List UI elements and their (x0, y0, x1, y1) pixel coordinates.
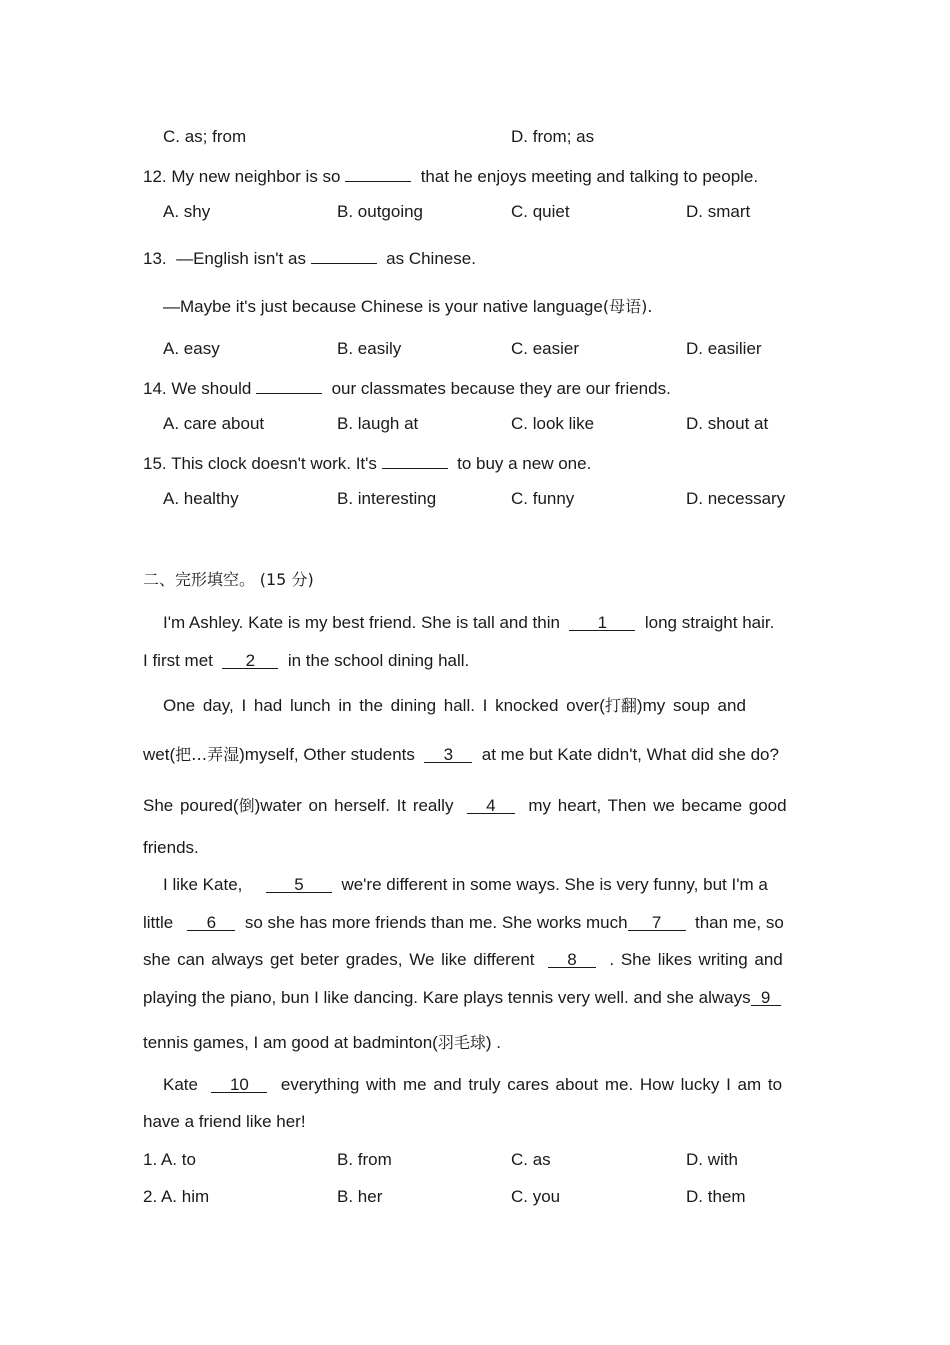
question-13 (143, 246, 476, 269)
q15-option-a: A. healthy (163, 489, 239, 508)
passage-line-3 (163, 696, 746, 716)
passage-text: )myself, Other students (239, 745, 415, 764)
question-stem: We should (171, 379, 252, 398)
q14-option-c: C. look like (511, 414, 595, 433)
passage-gloss: 羽毛球 (437, 1033, 486, 1052)
passage-text: I'm Ashley. Kate is my best friend. She is tall and thin (163, 613, 560, 632)
passage-text: playing the piano, bun I like dancing. Kare plays tennis very well. and she always (143, 988, 751, 1007)
passage-gloss: 把…弄湿 (175, 745, 240, 764)
blank-number: 6 (206, 913, 217, 932)
answer-blank[interactable] (311, 246, 377, 264)
question-stem: to buy a new one. (457, 454, 592, 473)
question-number: 13. (143, 249, 167, 268)
q15-option-d: D. necessary (686, 489, 786, 508)
passage-line-2 (143, 651, 469, 671)
blank-4[interactable] (467, 796, 515, 814)
question-stem: our classmates because they are our friends. (331, 379, 671, 398)
passage-line-9 (143, 950, 783, 970)
passage-text: tennis games, I am good at badminton( (143, 1033, 438, 1052)
blank-number: 7 (651, 913, 662, 932)
blank-number: 8 (567, 950, 577, 969)
q12-option-b: B. outgoing (337, 202, 424, 221)
q12-option-a: A. shy (163, 202, 211, 221)
passage-text: we're different in some ways. She is very funny, but I'm a (341, 875, 768, 894)
cloze-1-option-b: B. from (337, 1150, 392, 1169)
passage-text: I first met (143, 651, 213, 670)
question-stem: as Chinese. (386, 249, 476, 268)
passage-text: little (143, 913, 174, 932)
passage-text: I like Kate, (163, 875, 243, 894)
passage-line-7 (163, 875, 768, 895)
blank-5[interactable] (266, 875, 332, 893)
question-number: 14. (143, 379, 167, 398)
cloze-2-option-b: B. her (337, 1187, 383, 1206)
q11-option-c: C. as; from (163, 127, 247, 146)
q14-option-d: D. shout at (686, 414, 769, 433)
passage-text: Kate (163, 1075, 198, 1094)
question-stem: My new neighbor is so (171, 167, 341, 186)
q15-option-b: B. interesting (337, 489, 437, 508)
section-score: (15 分) (259, 570, 314, 589)
answer-blank[interactable] (345, 164, 411, 182)
cloze-1-option-a: 1. A. to (143, 1150, 196, 1169)
passage-text: )my soup and (636, 696, 746, 715)
passage-text: she can always get beter grades, We like different (143, 950, 535, 969)
answer-blank[interactable] (256, 376, 322, 394)
blank-7[interactable] (628, 913, 686, 931)
blank-number: 1 (597, 613, 608, 632)
passage-gloss: 倒 (238, 796, 255, 815)
question-stem: —English isn't as (176, 249, 306, 268)
q12-option-d: D. smart (686, 202, 751, 221)
blank-2[interactable] (222, 651, 278, 669)
passage-line-13: have a friend like her! (143, 1112, 306, 1131)
question-number: 15. (143, 454, 167, 473)
passage-text: . She likes writing and (609, 950, 783, 969)
passage-line-4 (143, 745, 779, 765)
answer-blank[interactable] (382, 451, 448, 469)
section-title: 二、完形填空。 (143, 570, 256, 589)
passage-text: )water on herself. It really (254, 796, 454, 815)
reply-text: —Maybe it's just because Chinese is your native language (163, 297, 603, 316)
q15-option-c: C. funny (511, 489, 575, 508)
blank-8[interactable] (548, 950, 596, 968)
q13-option-c: C. easier (511, 339, 580, 358)
passage-text: at me but Kate didn't, What did she do? (481, 745, 779, 764)
blank-6[interactable] (187, 913, 235, 931)
passage-text: than me, so (695, 913, 784, 932)
passage-text: my heart, Then we became good (528, 796, 787, 815)
q11-option-d: D. from; as (511, 127, 595, 146)
section-heading (143, 570, 314, 590)
passage-line-5 (143, 796, 787, 816)
passage-line-6: friends. (143, 838, 199, 857)
passage-text: long straight hair. (644, 613, 775, 632)
blank-1[interactable] (569, 613, 635, 631)
q13-option-b: B. easily (337, 339, 402, 358)
question-15 (143, 451, 591, 474)
passage-line-11 (143, 1033, 501, 1053)
passage-gloss: 打翻 (604, 696, 637, 715)
passage-text: One day, I had lunch in the dining hall. I knocked over( (163, 696, 605, 715)
q12-option-c: C. quiet (511, 202, 570, 221)
question-13-reply (163, 297, 652, 317)
question-number: 12. (143, 167, 167, 186)
passage-text: everything with me and truly cares about me. How lucky I am to (280, 1075, 783, 1094)
passage-line-10 (143, 988, 781, 1008)
q13-option-a: A. easy (163, 339, 220, 358)
question-stem: that he enjoys meeting and talking to people. (420, 167, 759, 186)
cloze-2-option-c: C. you (511, 1187, 561, 1206)
cloze-1-option-d: D. with (686, 1150, 738, 1169)
q13-option-d: D. easilier (686, 339, 762, 358)
passage-text: wet( (143, 745, 176, 764)
passage-line-8 (143, 913, 784, 933)
cloze-2-option-a: 2. A. him (143, 1187, 210, 1206)
blank-10[interactable] (211, 1075, 267, 1093)
passage-text: in the school dining hall. (287, 651, 470, 670)
q14-option-a: A. care about (163, 414, 265, 433)
q14-option-b: B. laugh at (337, 414, 419, 433)
passage-text: so she has more friends than me. She works much (244, 913, 628, 932)
blank-number: 5 (294, 875, 304, 894)
passage-text: ) . (485, 1033, 501, 1052)
cloze-1-option-c: C. as (511, 1150, 551, 1169)
question-12 (143, 164, 758, 187)
passage-line-1 (163, 613, 774, 633)
blank-number: 2 (245, 651, 256, 670)
cloze-2-option-d: D. them (686, 1187, 746, 1206)
question-stem: This clock doesn't work. It's (171, 454, 377, 473)
passage-line-12 (163, 1075, 782, 1095)
passage-text: She poured( (143, 796, 239, 815)
question-14 (143, 376, 671, 399)
blank-number: 10 (229, 1075, 249, 1094)
native-language-note: (母语). (602, 297, 653, 316)
blank-number: 4 (486, 796, 496, 815)
blank-9[interactable] (751, 988, 781, 1006)
blank-number: 9 (760, 988, 771, 1007)
blank-number: 3 (443, 745, 454, 764)
blank-3[interactable] (424, 745, 472, 763)
